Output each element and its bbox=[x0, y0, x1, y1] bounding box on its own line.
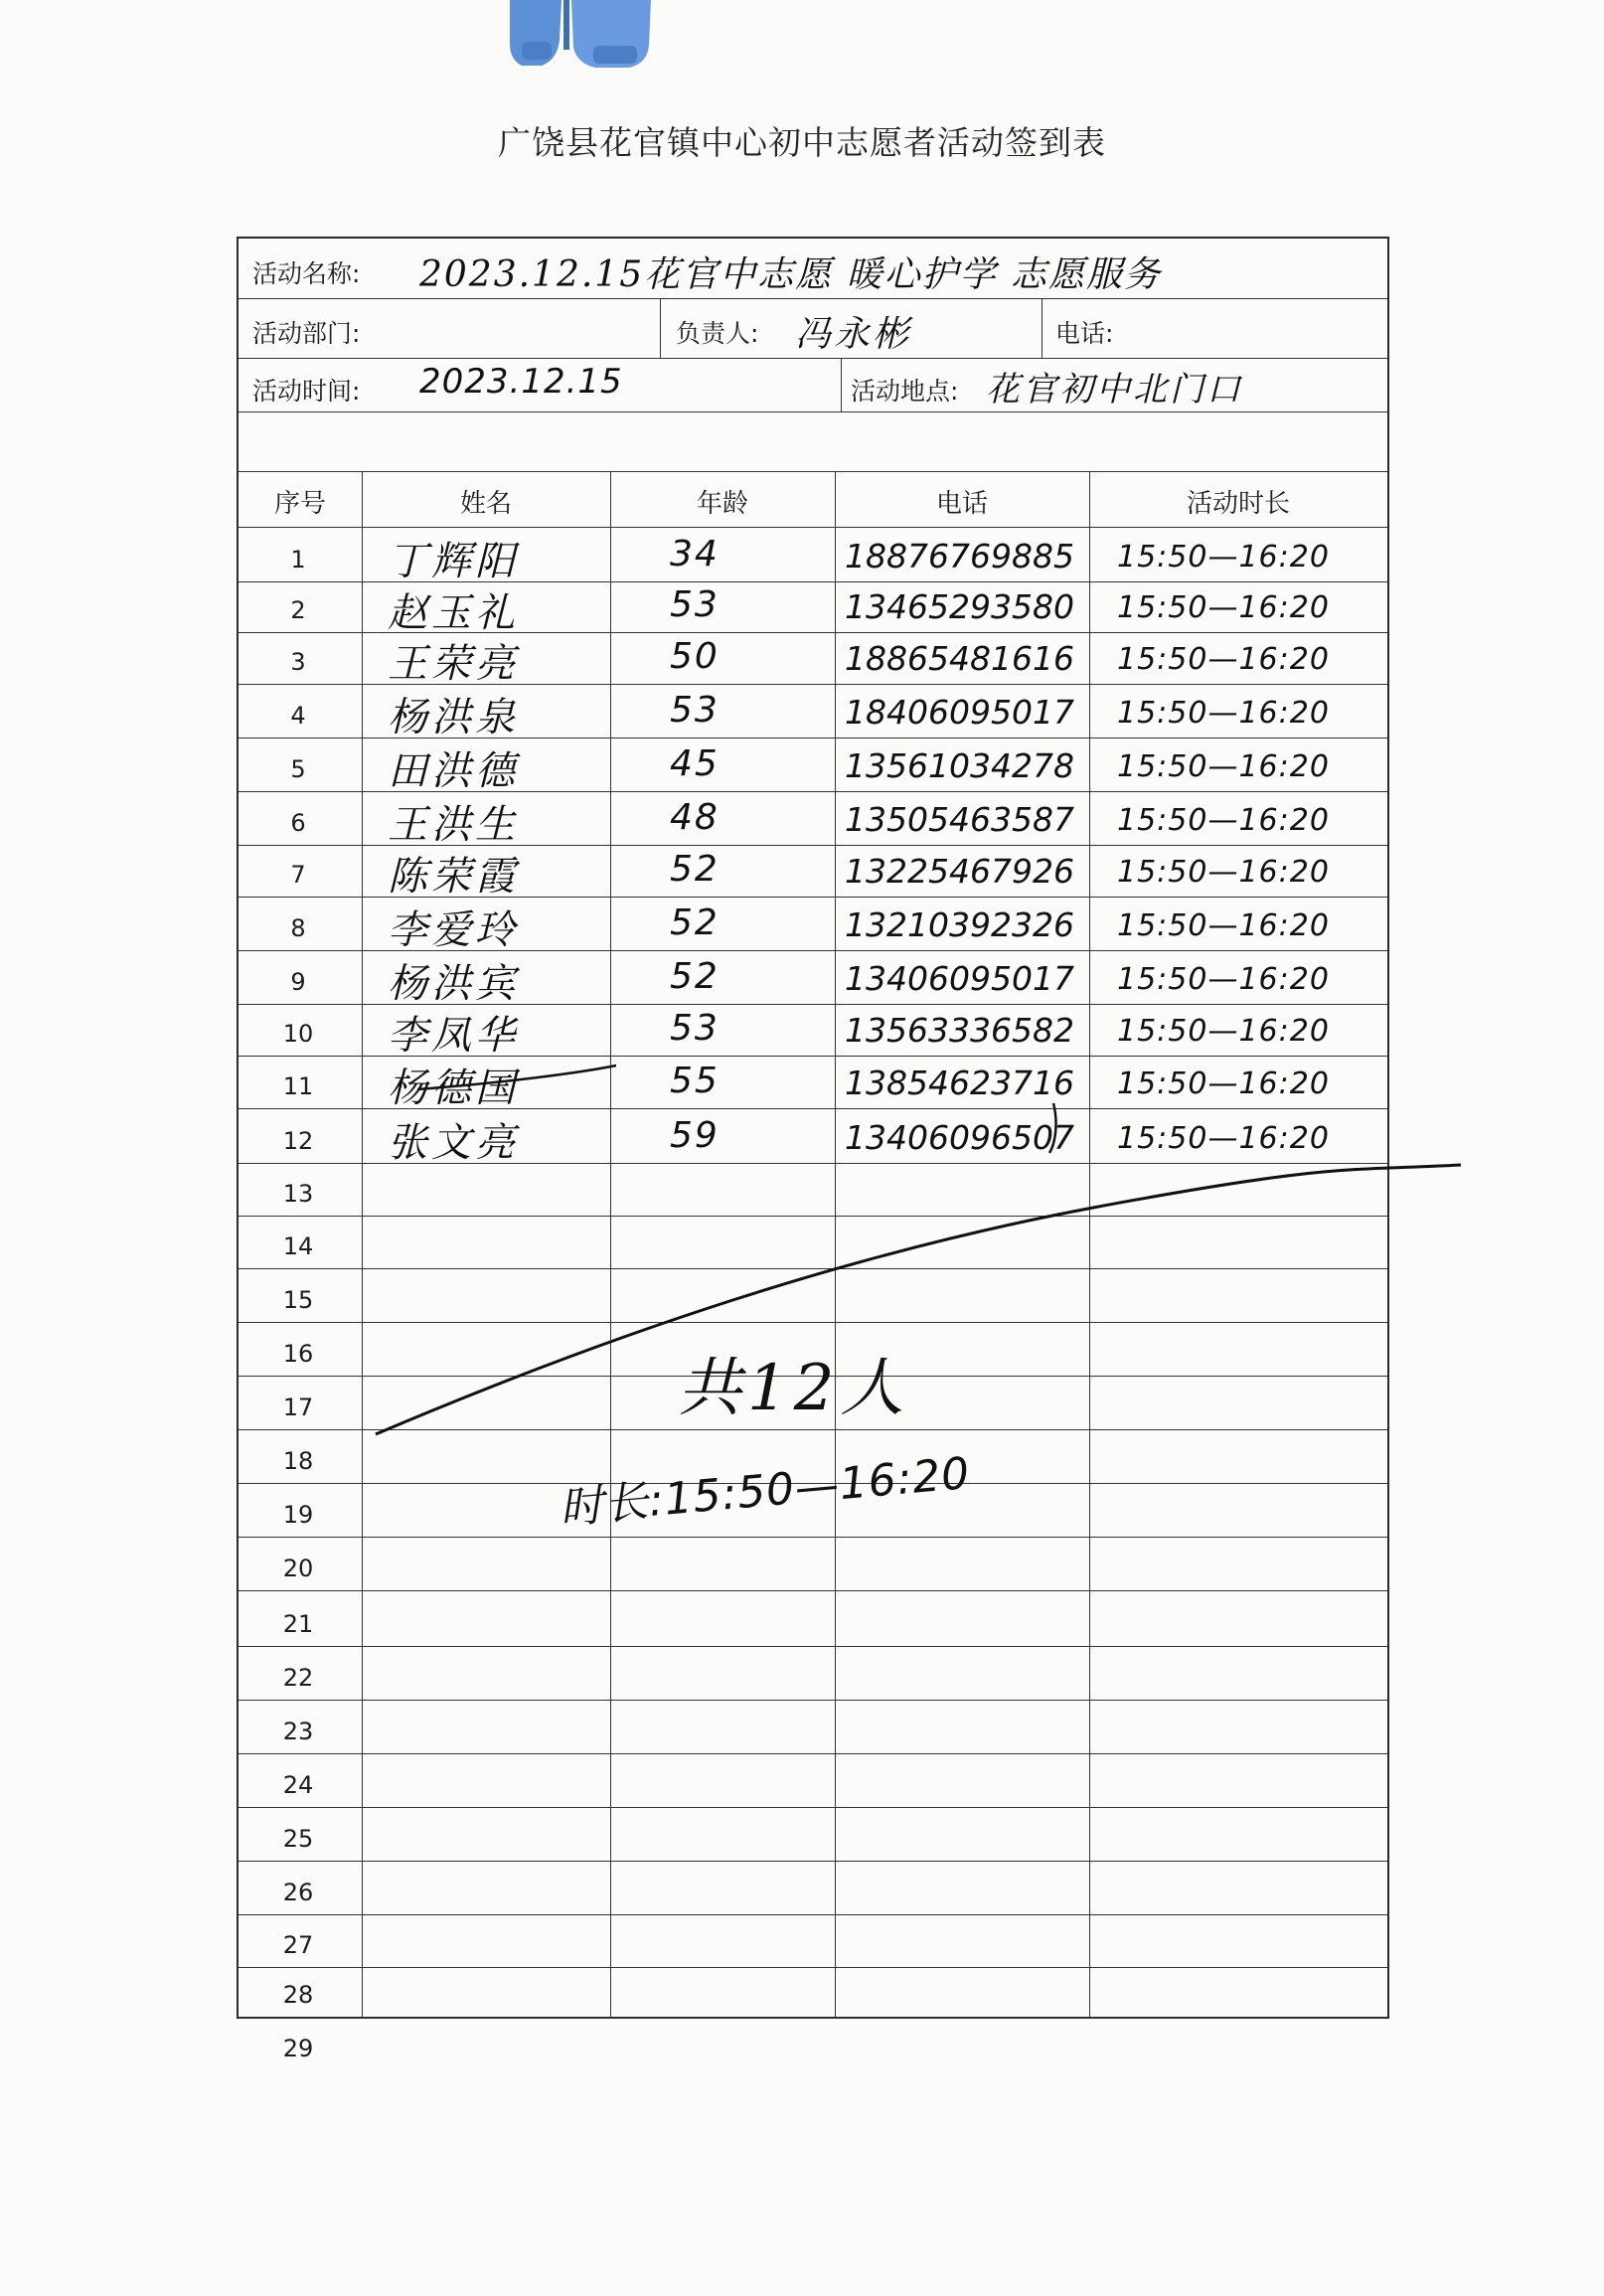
cell-name: 张文亮 bbox=[388, 1120, 519, 1166]
row-number: 3 bbox=[290, 648, 306, 676]
row-number: 25 bbox=[282, 1825, 314, 1853]
column-header: 序号 bbox=[273, 489, 326, 519]
cell-phone: 13505463587 bbox=[845, 800, 1074, 839]
cell-duration: 15:50—16:20 bbox=[1117, 962, 1330, 997]
location-value: 花官初中北门口 bbox=[986, 370, 1243, 410]
cell-age: 52 bbox=[670, 902, 720, 943]
cell-age: 59 bbox=[670, 1115, 720, 1156]
column-header: 年龄 bbox=[696, 489, 748, 519]
phone-scribble bbox=[1049, 1103, 1056, 1153]
cell-name: 王洪生 bbox=[388, 802, 519, 848]
cell-name: 李爱玲 bbox=[388, 907, 519, 953]
time-annotation: 时长:15:50—16:20 bbox=[557, 1447, 973, 1535]
row-number: 24 bbox=[282, 1771, 314, 1799]
cell-duration: 15:50—16:20 bbox=[1117, 696, 1330, 731]
cell-age: 45 bbox=[670, 743, 720, 784]
cross-out-stroke bbox=[376, 1165, 1461, 1434]
name-scribble bbox=[417, 1066, 616, 1089]
column-header: 活动时长 bbox=[1186, 489, 1290, 519]
cell-age: 48 bbox=[670, 797, 720, 838]
cell-phone: 13854623716 bbox=[845, 1064, 1074, 1102]
row-number: 4 bbox=[290, 702, 306, 730]
row-number: 2 bbox=[290, 596, 306, 624]
row-number: 7 bbox=[290, 861, 306, 889]
phone-label: 电话: bbox=[1055, 319, 1114, 348]
row-number: 29 bbox=[282, 2035, 314, 2062]
cell-age: 55 bbox=[670, 1061, 720, 1101]
row-number: 21 bbox=[282, 1610, 314, 1638]
leader-value: 冯永彬 bbox=[795, 314, 912, 355]
cell-duration: 15:50—16:20 bbox=[1117, 803, 1330, 838]
cell-name: 杨洪宾 bbox=[388, 961, 519, 1007]
activity-name-label: 活动名称: bbox=[252, 259, 361, 288]
row-number: 20 bbox=[282, 1555, 314, 1582]
row-number: 9 bbox=[290, 968, 306, 996]
cell-phone: 13210392326 bbox=[845, 905, 1074, 944]
row-number: 28 bbox=[282, 1981, 314, 2009]
cell-name: 杨洪泉 bbox=[388, 695, 519, 740]
row-number: 23 bbox=[282, 1718, 314, 1745]
cell-duration: 15:50—16:20 bbox=[1117, 590, 1330, 625]
cell-phone: 13225467926 bbox=[845, 852, 1074, 891]
cell-name: 陈荣霞 bbox=[388, 854, 519, 900]
cell-duration: 15:50—16:20 bbox=[1117, 1121, 1330, 1156]
cell-duration: 15:50—16:20 bbox=[1117, 1066, 1330, 1101]
row-number: 11 bbox=[282, 1072, 314, 1100]
row-number: 10 bbox=[282, 1020, 314, 1048]
row-number: 22 bbox=[282, 1664, 314, 1692]
cell-age: 34 bbox=[670, 534, 720, 574]
row-number: 15 bbox=[282, 1286, 314, 1314]
department-label: 活动部门: bbox=[252, 319, 361, 348]
total-annotation: 共12人 bbox=[678, 1352, 910, 1425]
activity-name-value: 2023.12.15花官中志愿 暖心护学 志愿服务 bbox=[419, 254, 1163, 295]
cell-phone: 13563336582 bbox=[845, 1011, 1074, 1050]
row-number: 19 bbox=[282, 1501, 314, 1529]
cell-name: 杨德国 bbox=[388, 1066, 519, 1111]
cell-duration: 15:50—16:20 bbox=[1117, 855, 1330, 890]
cell-age: 53 bbox=[670, 690, 720, 731]
cell-phone: 18865481616 bbox=[845, 639, 1074, 678]
row-number: 8 bbox=[290, 914, 306, 942]
cell-age: 50 bbox=[670, 636, 720, 677]
cell-duration: 15:50—16:20 bbox=[1117, 540, 1330, 574]
row-number: 14 bbox=[282, 1232, 314, 1260]
activity-time-value: 2023.12.15 bbox=[419, 362, 623, 402]
cell-duration: 15:50—16:20 bbox=[1117, 908, 1330, 943]
row-number: 12 bbox=[282, 1127, 314, 1155]
cell-name: 王荣亮 bbox=[388, 641, 519, 687]
cell-phone: 13561034278 bbox=[845, 746, 1074, 785]
cell-age: 52 bbox=[670, 956, 720, 997]
cell-duration: 15:50—16:20 bbox=[1117, 642, 1330, 677]
cell-duration: 15:50—16:20 bbox=[1117, 749, 1330, 784]
column-header: 姓名 bbox=[459, 489, 512, 519]
location-label: 活动地点: bbox=[851, 377, 959, 406]
cell-phone: 18406095017 bbox=[845, 693, 1074, 732]
cell-age: 52 bbox=[670, 849, 720, 890]
column-header: 电话 bbox=[935, 489, 988, 519]
cell-name: 丁辉阳 bbox=[388, 539, 519, 584]
row-number: 18 bbox=[282, 1447, 314, 1475]
cell-phone: 18876769885 bbox=[845, 537, 1074, 575]
cell-age: 53 bbox=[670, 1008, 720, 1049]
page-title: 广饶县花官镇中心初中志愿者活动签到表 bbox=[498, 123, 1106, 162]
row-number: 27 bbox=[282, 1931, 314, 1959]
cell-duration: 15:50—16:20 bbox=[1117, 1014, 1330, 1049]
activity-time-label: 活动时间: bbox=[252, 377, 361, 406]
row-number: 13 bbox=[282, 1180, 314, 1208]
row-number: 6 bbox=[290, 809, 306, 837]
row-number: 17 bbox=[282, 1394, 314, 1421]
cell-name: 赵玉礼 bbox=[388, 590, 519, 636]
cell-phone: 13406096507 bbox=[845, 1118, 1074, 1157]
row-number: 16 bbox=[282, 1340, 314, 1368]
row-number: 5 bbox=[290, 755, 306, 783]
cell-age: 53 bbox=[670, 584, 720, 625]
row-number: 26 bbox=[282, 1879, 314, 1906]
cell-name: 田洪德 bbox=[388, 748, 519, 794]
row-number: 1 bbox=[290, 546, 306, 574]
leader-label: 负责人: bbox=[676, 319, 759, 348]
cell-name: 李凤华 bbox=[388, 1013, 519, 1059]
cell-phone: 13465293580 bbox=[845, 587, 1074, 626]
cell-phone: 13406095017 bbox=[845, 959, 1074, 998]
